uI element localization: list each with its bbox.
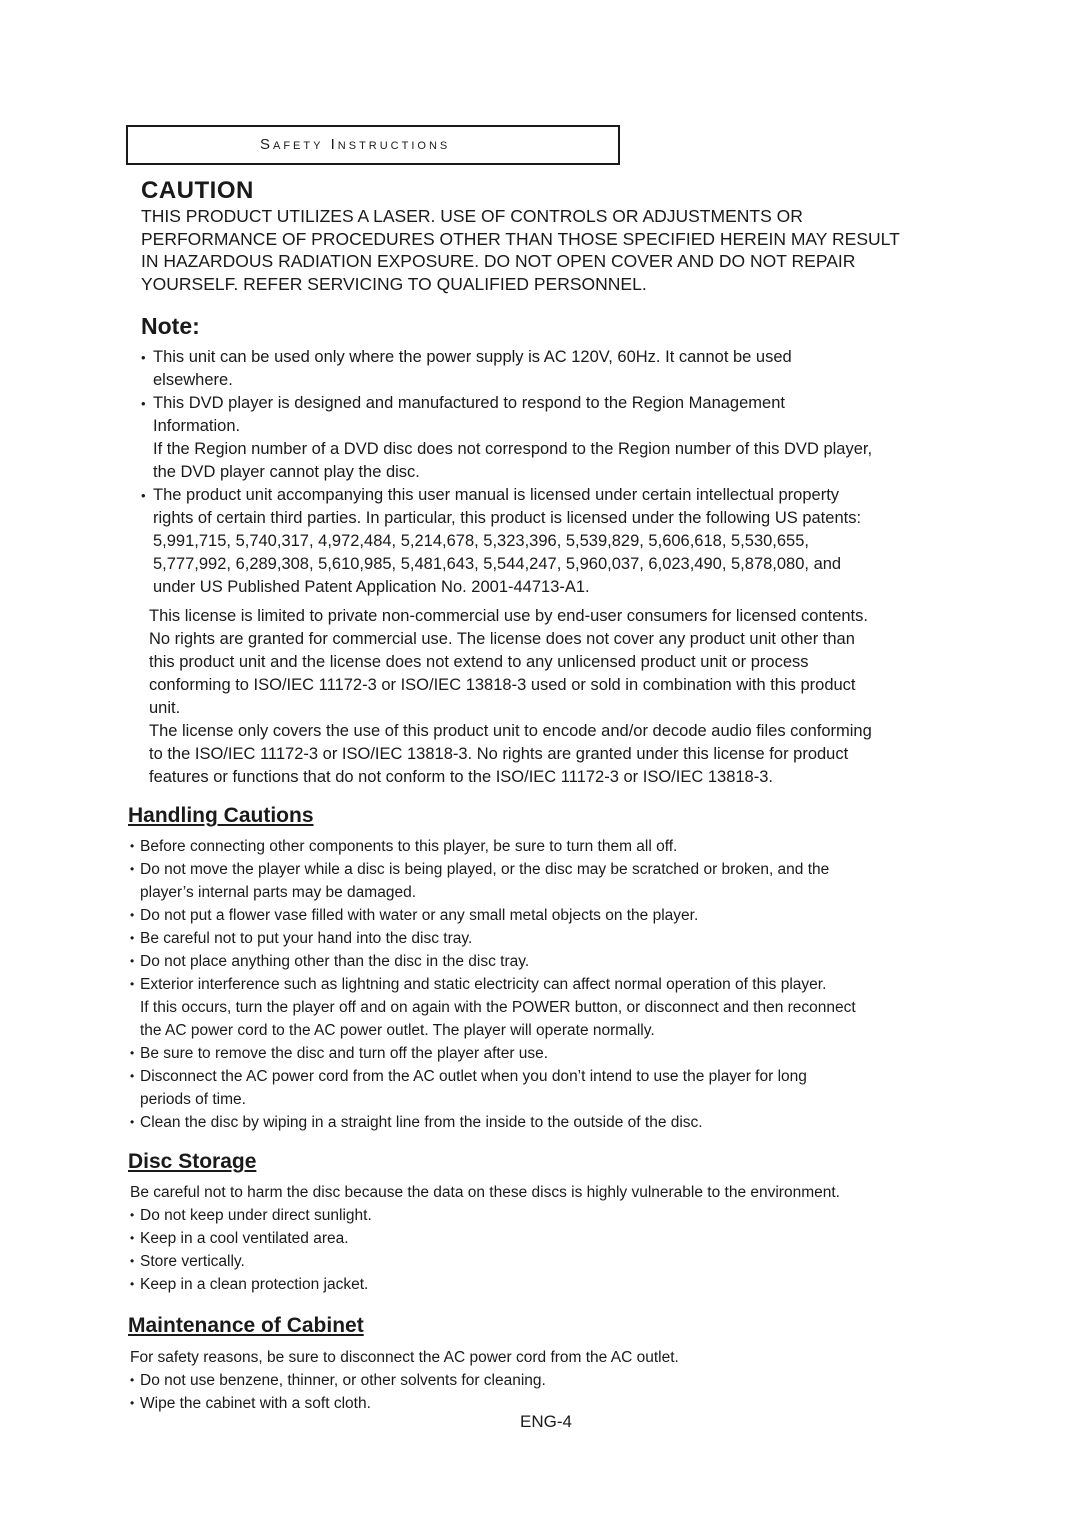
maintenance-list: [130, 1369, 970, 1415]
note-heading: Note:: [141, 313, 200, 339]
list-item: • Do not move the player while a disc is being played, or the disc may be scratched or broken, and the player’s internal parts may be damaged.: [130, 858, 970, 904]
list-item: • Be sure to remove the disc and turn off the player after use.: [130, 1042, 970, 1065]
list-item: • Before connecting other components to this player, be sure to turn them all off.: [130, 835, 970, 858]
caution-heading: CAUTION: [141, 177, 254, 204]
note-item: • This unit can be used only where the power supply is AC 120V, 60Hz. It cannot be used elsewhere.: [141, 346, 971, 392]
section-header-title: Safety Instructions: [260, 136, 451, 153]
note-list: [141, 346, 971, 599]
maintenance-heading: Maintenance of Cabinet: [128, 1314, 364, 1337]
license-paragraph: This license is limited to private non-commercial use by end-user consumers for licensed contents. No rights are granted for commercial use. The license does not cover any product unit other than this product unit and the license does not extend to any unlicensed product unit or process conforming to ISO/IEC 11172-3 or ISO/IEC 13818-3 used or sold in combination with this product unit.: [149, 607, 868, 717]
list-item: • Store vertically.: [130, 1250, 970, 1273]
list-item: • Be careful not to put your hand into the disc tray.: [130, 927, 970, 950]
list-item: • Clean the disc by wiping in a straight line from the inside to the outside of the disc.: [130, 1111, 970, 1134]
disc-storage-list: [130, 1204, 970, 1296]
list-item: • Do not place anything other than the disc in the disc tray.: [130, 950, 970, 973]
list-item: • Do not use benzene, thinner, or other solvents for cleaning.: [130, 1369, 970, 1392]
note-item: • This DVD player is designed and manufactured to respond to the Region Management Information. If the Region number of a DVD disc does not correspond to the Region number of this DVD player, the DVD player cannot play the disc.: [141, 392, 971, 484]
list-item: • Disconnect the AC power cord from the AC outlet when you don’t intend to use the player for long periods of time.: [130, 1065, 970, 1111]
list-item: • Do not keep under direct sunlight.: [130, 1204, 970, 1227]
list-item: • Keep in a clean protection jacket.: [130, 1273, 970, 1296]
caution-text: THIS PRODUCT UTILIZES A LASER. USE OF CONTROLS OR ADJUSTMENTS OR PERFORMANCE OF PROCEDURES OTHER THAN THOSE SPECIFIED HEREIN MAY RESULT IN HAZARDOUS RADIATION EXPOSURE. DO NOT OPEN COVER AND DO NOT REPAIR YOURSELF. REFER SERVICING TO QUALIFIED PERSONNEL.: [141, 206, 900, 294]
disc-storage-intro: Be careful not to harm the disc because the data on these discs is highly vulnerable to the environment.: [130, 1184, 840, 1201]
page-number: ENG-4: [520, 1412, 572, 1431]
handling-cautions-heading: Handling Cautions: [128, 804, 314, 827]
note-item: • The product unit accompanying this user manual is licensed under certain intellectual property rights of certain third parties. In particular, this product is licensed under the following US patents: 5,991,715, 5,740,317, 4,972,484, 5,214,678, 5,323,396, 5,539,829, 5,606,618, 5,530,655, 5,777,992, 6,289,308, 5,610,985, 5,481,643, 5,544,247, 5,960,037, 6,023,490, 5,878,080, and under US Published Patent Application No. 2001-44713-A1.: [141, 484, 971, 599]
disc-storage-heading: Disc Storage: [128, 1150, 257, 1173]
maintenance-intro: For safety reasons, be sure to disconnect the AC power cord from the AC outlet.: [130, 1349, 679, 1366]
list-item: • Do not put a flower vase filled with water or any small metal objects on the player.: [130, 904, 970, 927]
license-paragraph: The license only covers the use of this product unit to encode and/or decode audio files conforming to the ISO/IEC 11172-3 or ISO/IEC 13818-3. No rights are granted under this license for product features or functions that do not conform to the ISO/IEC 11172-3 or ISO/IEC 13818-3.: [149, 722, 872, 786]
section-header-box: [126, 125, 620, 165]
list-item: • Keep in a cool ventilated area.: [130, 1227, 970, 1250]
list-item: • Exterior interference such as lightning and static electricity can affect normal operation of this player. If this occurs, turn the player off and on again with the POWER button, or disconnect and then reconnect the AC power cord to the AC power outlet. The player will operate normally.: [130, 973, 970, 1042]
handling-cautions-list: [130, 835, 970, 1134]
list-item: • Wipe the cabinet with a soft cloth.: [130, 1392, 970, 1415]
